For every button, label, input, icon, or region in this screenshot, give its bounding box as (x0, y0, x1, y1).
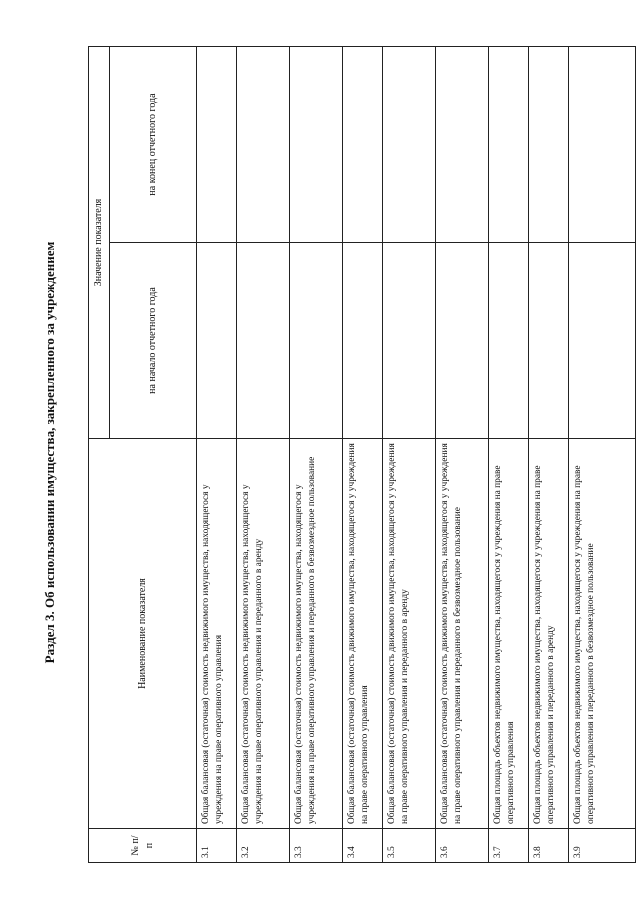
row-num: 3.8 (529, 829, 569, 863)
row-name: Общая балансовая (остаточная) стоимость движимого имущества, находящегося у учреждения на праве оперативного управления и переданного в аренду (383, 439, 436, 829)
row-end-value (489, 46, 529, 242)
header-end: на конец отчетного года (110, 46, 197, 242)
row-end-value (569, 46, 636, 242)
header-name: Наименование показателя (89, 439, 197, 829)
row-num: 3.2 (237, 829, 290, 863)
section-title: Раздел 3. Об использовании имущества, закрепленного за учреждением (42, 241, 57, 664)
table-row (383, 46, 436, 862)
row-start-value (343, 243, 383, 439)
row-end-value (290, 46, 343, 242)
row-num: 3.6 (436, 829, 489, 863)
row-num: 3.9 (569, 829, 636, 863)
row-num: 3.7 (489, 829, 529, 863)
row-name: Общая балансовая (остаточная) стоимость недвижимого имущества, находящегося у учреждения на праве оперативного управления и переданного в безвозмездное пользование (290, 439, 343, 829)
row-name: Общая площадь объектов недвижимого имущества, находящегося у учреждения на праве оперативного управления и переданного в безвозмездное пользование (569, 439, 636, 829)
row-end-value (197, 46, 237, 242)
table-row (343, 46, 383, 862)
table-row (489, 46, 529, 862)
row-start-value (290, 243, 343, 439)
header-value-group: Значение показателя (89, 46, 110, 438)
row-name: Общая балансовая (остаточная) стоимость движимого имущества, находящегося у учреждения на праве оперативного управления (343, 439, 383, 829)
row-name: Общая площадь объектов недвижимого имущества, находящегося у учреждения на праве оперативного управления и переданного в аренду (529, 439, 569, 829)
table-header-row (89, 46, 110, 862)
row-num: 3.1 (197, 829, 237, 863)
header-num: № п/п (89, 829, 197, 863)
row-end-value (343, 46, 383, 242)
table-row (237, 46, 290, 862)
row-num: 3.5 (383, 829, 436, 863)
row-start-value (529, 243, 569, 439)
row-num: 3.4 (343, 829, 383, 863)
table-row (436, 46, 489, 862)
row-name: Общая балансовая (остаточная) стоимость недвижимого имущества, находящегося у учреждения на праве оперативного управления (197, 439, 237, 829)
row-start-value (436, 243, 489, 439)
row-end-value (436, 46, 489, 242)
row-name: Общая балансовая (остаточная) стоимость недвижимого имущества, находящегося у учреждения на праве оперативного управления и переданного в аренду (237, 439, 290, 829)
row-start-value (197, 243, 237, 439)
header-start: на начало отчетного года (110, 243, 197, 439)
row-start-value (489, 243, 529, 439)
row-start-value (569, 243, 636, 439)
row-end-value (237, 46, 290, 242)
row-end-value (529, 46, 569, 242)
table-row (529, 46, 569, 862)
row-start-value (237, 243, 290, 439)
row-end-value (383, 46, 436, 242)
row-name: Общая площадь объектов недвижимого имущества, находящегося у учреждения на праве оперативного управления (489, 439, 529, 829)
row-name: Общая балансовая (остаточная) стоимость движимого имущества, находящегося у учреждения на праве оперативного управления и переданного в безвозмездное пользование (436, 439, 489, 829)
row-start-value (383, 243, 436, 439)
table-row (290, 46, 343, 862)
property-usage-table (88, 46, 636, 863)
row-num: 3.3 (290, 829, 343, 863)
table-row (197, 46, 237, 862)
table-row (569, 46, 636, 862)
